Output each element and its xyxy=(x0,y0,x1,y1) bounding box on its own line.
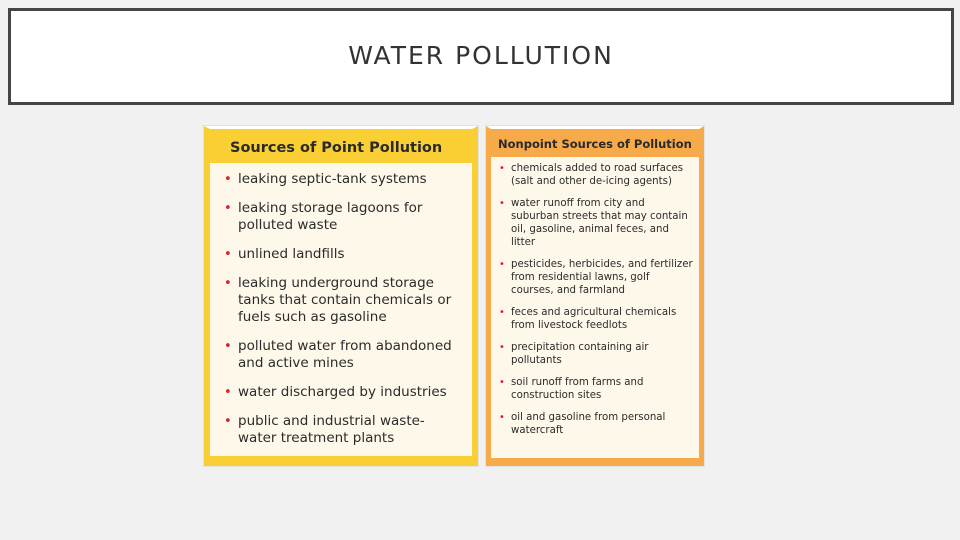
nonpoint-pollution-panel xyxy=(486,126,704,466)
list-item-text: water discharged by industries xyxy=(238,384,447,400)
list-item xyxy=(224,246,462,263)
bullet-icon: • xyxy=(499,163,505,174)
list-item xyxy=(224,275,462,326)
list-item xyxy=(499,306,693,332)
list-item xyxy=(499,162,693,188)
list-item xyxy=(499,258,693,297)
slide-title: WATER POLLUTION xyxy=(348,41,614,70)
bullet-icon: • xyxy=(224,201,232,216)
list-item-text: unlined landfills xyxy=(238,246,345,262)
list-item-text: precipitation containing air pollutants xyxy=(511,342,649,366)
list-item-text: chemicals added to road surfaces (salt and other de-icing agents) xyxy=(511,163,684,187)
bullet-icon: • xyxy=(499,377,505,388)
nonpoint-pollution-list xyxy=(491,157,699,437)
bullet-icon: • xyxy=(224,414,232,429)
list-item xyxy=(499,411,693,437)
list-item-text: soil runoff from farms and construction sites xyxy=(511,377,644,401)
list-item-text: water runoff from city and suburban streets that may contain oil, gasoline, animal feces, and litter xyxy=(511,198,688,248)
list-item xyxy=(224,413,462,447)
list-item-text: oil and gasoline from personal watercraft xyxy=(511,412,666,436)
bullet-icon: • xyxy=(499,198,505,209)
list-item xyxy=(224,384,462,401)
list-item xyxy=(224,200,462,234)
bullet-icon: • xyxy=(499,307,505,318)
bullet-icon: • xyxy=(499,259,505,270)
bullet-icon: • xyxy=(224,385,232,400)
bullet-icon: • xyxy=(224,247,232,262)
list-item-text: pesticides, herbicides, and fertilizer from residential lawns, golf courses, and farmland xyxy=(511,259,693,296)
list-item-text: polluted water from abandoned and active mines xyxy=(238,338,452,371)
list-item-text: leaking septic-tank systems xyxy=(238,171,427,187)
nonpoint-pollution-header: Nonpoint Sources of Pollution xyxy=(486,129,704,157)
bullet-icon: • xyxy=(499,412,505,423)
list-item xyxy=(499,197,693,249)
point-pollution-header: Sources of Point Pollution xyxy=(204,129,478,163)
list-item xyxy=(499,376,693,402)
list-item xyxy=(224,171,462,188)
bullet-icon: • xyxy=(224,339,232,354)
list-item xyxy=(224,338,462,372)
list-item-text: leaking storage lagoons for polluted waste xyxy=(238,200,423,233)
list-item xyxy=(499,341,693,367)
list-item-text: leaking underground storage tanks that contain chemicals or fuels such as gasoline xyxy=(238,275,452,325)
list-item-text: feces and agricultural chemicals from livestock feedlots xyxy=(511,307,677,331)
bullet-icon: • xyxy=(224,172,232,187)
bullet-icon: • xyxy=(499,342,505,353)
title-bar xyxy=(8,8,954,105)
list-item-text: public and industrial waste-water treatment plants xyxy=(238,413,425,446)
point-pollution-list xyxy=(210,163,472,447)
bullet-icon: • xyxy=(224,276,232,291)
point-pollution-panel xyxy=(204,126,478,466)
